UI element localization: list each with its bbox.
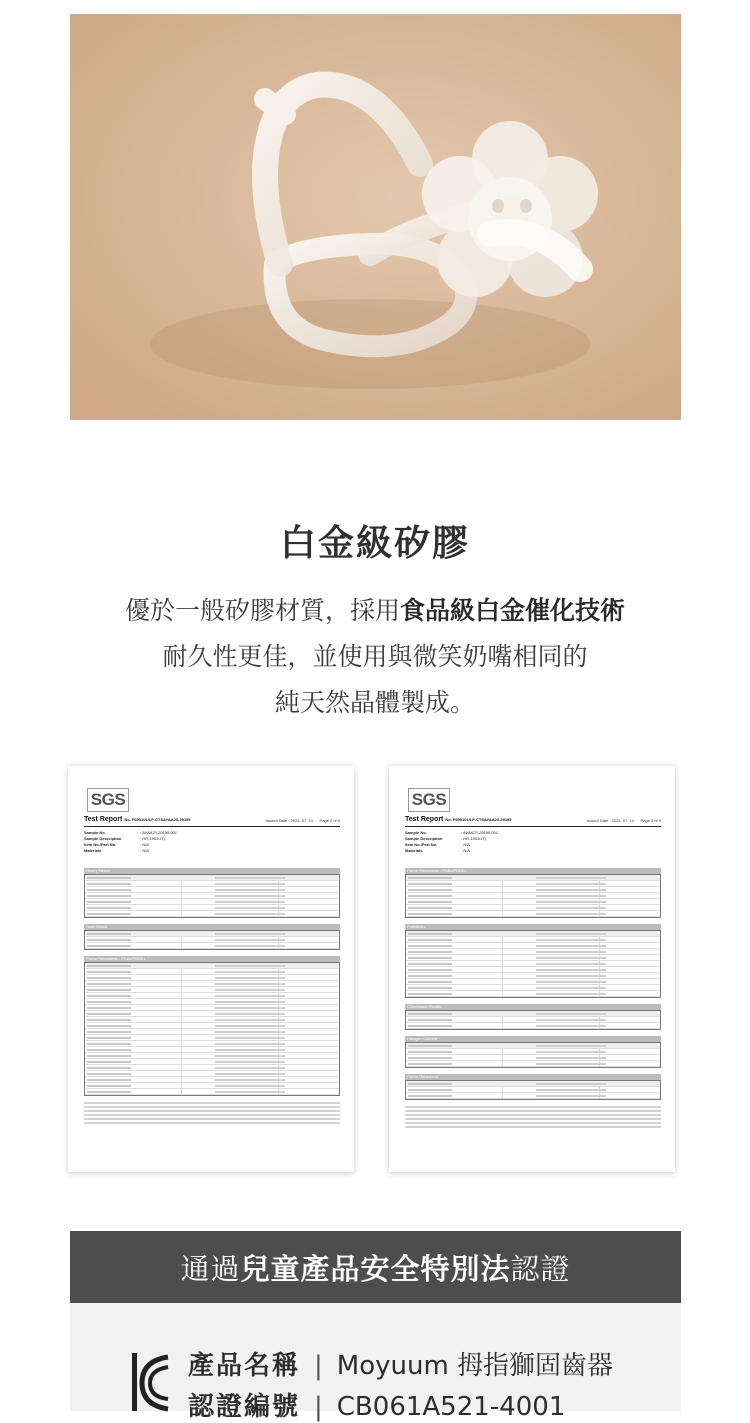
product-name-row: [188, 1345, 613, 1382]
report-section-header: Halogen Content: [405, 1036, 661, 1042]
report-tables: [84, 862, 340, 1126]
teether-illustration: [70, 14, 681, 420]
sgs-logo: SGS: [87, 788, 129, 812]
report-section-header: Flame Retardants - PBBs/PBDEs: [405, 868, 661, 874]
description-line-3: 純天然晶體製成。: [274, 688, 475, 717]
report-table: [84, 874, 340, 918]
table-row: [406, 1023, 660, 1029]
table-row: [406, 911, 660, 917]
report-tables: [405, 862, 661, 1130]
separator: |: [314, 1392, 323, 1422]
description-line-2: 耐久性更佳，並使用與微笑奶嘴相同的: [162, 642, 588, 671]
hero-product-photo: [70, 14, 681, 420]
certification-banner: [70, 1231, 681, 1303]
report-table: [405, 1010, 661, 1030]
report-section-header: Flame Retardants: [405, 1074, 661, 1080]
report-table: [405, 1042, 661, 1068]
product-name-value: Moyuum 拇指獅固齒器: [336, 1351, 614, 1381]
report-section-header: Phthalates: [405, 924, 661, 930]
description-line-1: [0, 588, 750, 634]
banner-text-end: 認證: [510, 1251, 571, 1286]
report-page-info: Issued Date : 2023. 07. 14 Page 3 of 9: [586, 818, 661, 823]
report-meta: Sample No. : AYAA23-29195.001 Sample Description : HR-1951UT) Item No./Part No. : N/A Materials : N/A: [84, 830, 177, 853]
sgs-test-report-page-3: [389, 766, 675, 1172]
report-section-header: Flame Retardants - PBBs/PBDEs: [84, 956, 340, 962]
report-footnote: [84, 1102, 340, 1124]
report-divider: [84, 826, 340, 827]
report-title: Test Report No. F690101/LF-CTSAYAA23-29195: [405, 816, 512, 823]
cert-number-label: 認證編號: [188, 1392, 301, 1422]
report-title: Test Report No. F690101/LF-CTSAYAA23-29195: [84, 816, 191, 823]
cert-number-row: [188, 1386, 565, 1423]
report-table: [84, 930, 340, 950]
table-row: [85, 911, 339, 917]
sgs-logo: SGS: [408, 788, 450, 812]
banner-text: 通過: [180, 1251, 241, 1286]
table-row: [406, 991, 660, 997]
report-section-header: Heavy Metals: [84, 868, 340, 874]
kc-mark-icon: [128, 1347, 172, 1411]
sgs-test-report-page-2: [68, 766, 354, 1172]
banner-highlight: 兒童產品安全特別法: [240, 1251, 511, 1286]
table-row: [406, 1061, 660, 1067]
separator: |: [314, 1351, 323, 1381]
report-section-header: Total Metals: [84, 924, 340, 930]
section-title: 白金級矽膠: [279, 523, 470, 564]
description-highlight: 食品級白金催化技術: [400, 596, 626, 625]
report-table: [405, 1080, 661, 1100]
report-divider: [405, 826, 661, 827]
cert-number-value: CB061A521-4001: [336, 1392, 566, 1422]
report-section-header: Chlorinated Paraffin: [405, 1004, 661, 1010]
description-text: 優於一般矽膠材質，採用: [124, 596, 400, 625]
table-row: [85, 943, 339, 949]
section-description: [0, 588, 750, 726]
product-name-label: 產品名稱: [188, 1351, 301, 1381]
report-footnote: [405, 1106, 661, 1128]
report-page-info: Issued Date : 2023. 07. 14 Page 2 of 9: [265, 818, 340, 823]
report-table: [405, 930, 661, 998]
report-meta: Sample No. : AYAA23-29195.001 Sample Description : HR-1951UT) Item No./Part No. : N/A Materials : N/A: [405, 830, 498, 853]
report-table: [405, 874, 661, 918]
report-table: [84, 962, 340, 1096]
table-row: [85, 1089, 339, 1095]
certification-panel: [70, 1231, 681, 1422]
table-row: [406, 1093, 660, 1099]
